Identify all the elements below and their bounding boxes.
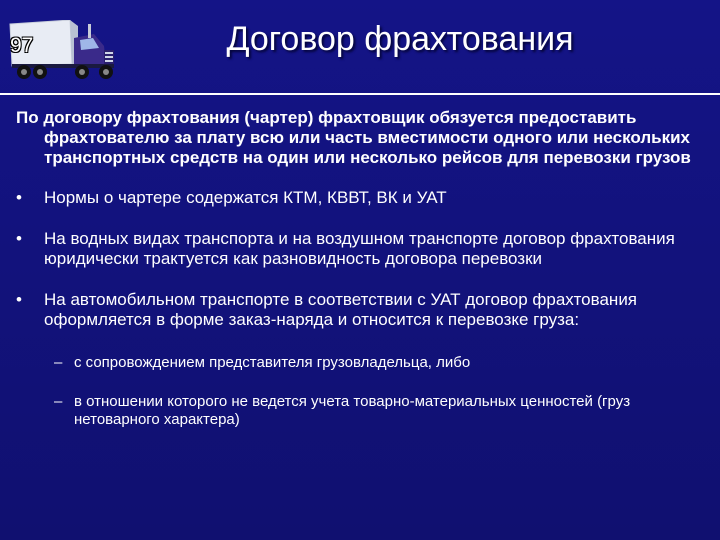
bullet-marker: • <box>16 188 22 207</box>
bullet-marker: • <box>16 229 22 248</box>
sub-item <box>16 393 706 429</box>
bullet-text: Нормы о чартере содержатся КТМ, КВВТ, ВК и УАТ <box>44 188 447 207</box>
bullet-item <box>16 229 706 269</box>
sub-marker: – <box>54 354 63 371</box>
slide-number: 97 <box>10 34 34 57</box>
header-divider <box>0 93 720 95</box>
slide-header <box>0 0 720 92</box>
sub-text: в отношении которого не ведется учета товарно-материальных ценностей (груз нетоварного характера) <box>74 393 631 428</box>
bullet-text: На автомобильном транспорте в соответствии с УАТ договор фрахтования оформляется в форме заказ-наряда и относится к перевозке груза: <box>44 290 638 329</box>
page-title: Договор фрахтования <box>226 20 574 58</box>
bullet-text: На водных видах транспорта и на воздушном транспорте договор фрахтования юридически трактуется как разновидность договора перевозки <box>44 229 675 268</box>
sub-text: с сопровождением представителя грузовладельца, либо <box>74 354 471 371</box>
sub-marker: – <box>54 393 63 410</box>
bullet-item <box>16 188 706 208</box>
slide-content <box>16 108 706 450</box>
bullet-item <box>16 290 706 330</box>
bullet-marker: • <box>16 290 22 309</box>
sub-item <box>16 354 706 372</box>
intro-paragraph: По договору фрахтования (чартер) фрахтовщик обязуется предоставить фрахтователю за плату всю или часть вместимости одного или нескольких транспортных средств на один или несколько рейсов для перевозки грузов <box>16 108 691 167</box>
